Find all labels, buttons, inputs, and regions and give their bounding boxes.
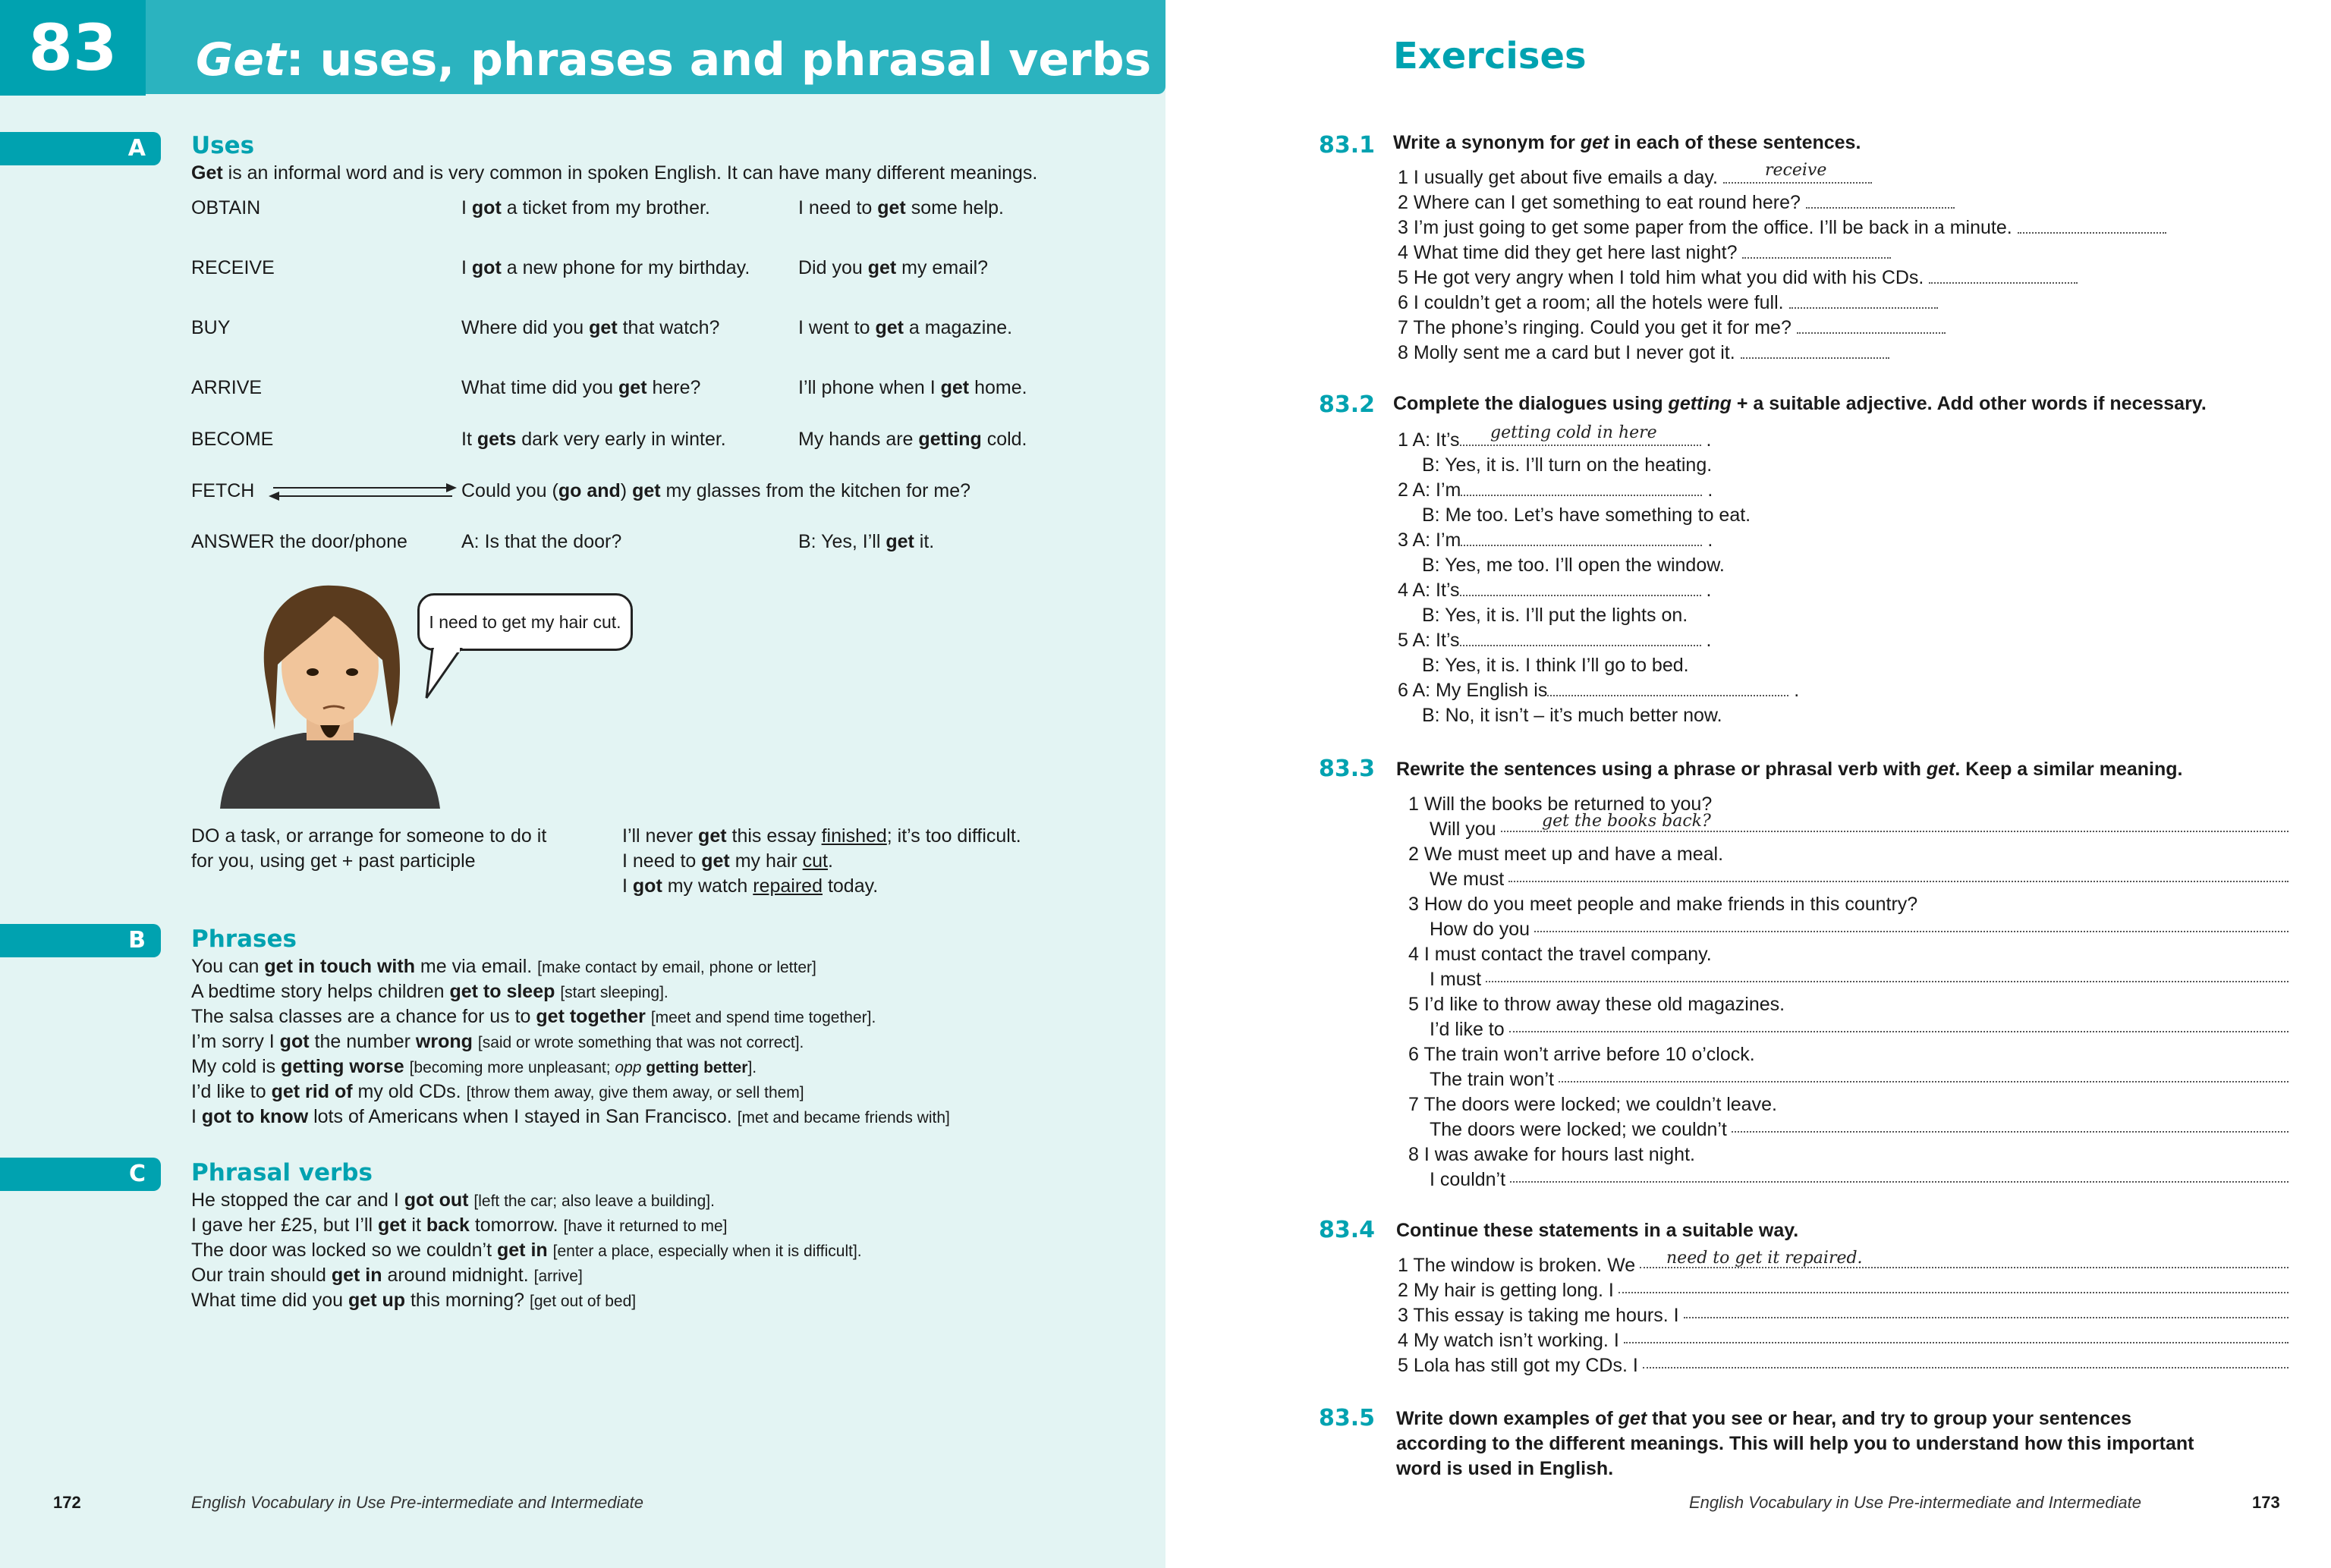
exercise-item: 6 I couldn’t get a room; all the hotels were full. [1398, 291, 1938, 316]
rewrite-question: 5 I’d like to throw away these old magazines. [1408, 994, 1785, 1015]
dialogue-a: 6 A: My English is . [1398, 680, 1800, 701]
exercise-item: 7 The phone’s ringing. Could you get it for me? [1398, 316, 1946, 341]
handwritten-answer: receive [1765, 161, 1827, 180]
phrasal-line: Our train should get in around midnight. [arrive] [191, 1265, 583, 1286]
man-illustration-icon [212, 581, 448, 809]
statement-line: 2 My hair is getting long. I [1398, 1278, 2289, 1303]
rewrite-answer-line: I must [1430, 967, 2289, 992]
uses-example: Where did you get that watch? [461, 317, 720, 338]
statement-line: 3 This essay is taking me hours. I [1398, 1303, 2289, 1328]
page-number-right: 173 [2252, 1493, 2280, 1512]
handwritten-answer: get the books back? [1542, 812, 1711, 831]
meaning-label: BECOME [191, 429, 274, 450]
uses-example: I need to get some help. [798, 197, 1004, 218]
exercise-item: 5 He got very angry when I told him what you did with his CDs. [1398, 266, 2078, 291]
phrase-line: I’d like to get rid of my old CDs. [throw them away, give them away, or sell them] [191, 1081, 804, 1102]
rewrite-answer-line: The doors were locked; we couldn’t [1430, 1117, 2289, 1142]
section-b-heading: Phrases [191, 925, 297, 953]
section-c-heading: Phrasal verbs [191, 1159, 373, 1186]
do-task-example: I got my watch repaired today. [622, 875, 879, 897]
exercise-item: 4 What time did they get here last night? [1398, 240, 1891, 266]
dialogue-b: B: No, it isn’t – it’s much better now. [1422, 705, 1722, 726]
exercise-instruction-line3: word is used in English. [1396, 1458, 1614, 1479]
exercise-instruction: Complete the dialogues using getting + a suitable adjective. Add other words if necessary. [1393, 393, 2207, 414]
rewrite-question: 4 I must contact the travel company. [1408, 944, 1712, 965]
meaning-label: OBTAIN [191, 197, 261, 218]
phrase-line: You can get in touch with me via email. [make contact by email, phone or letter] [191, 956, 816, 977]
book-title-left: English Vocabulary in Use Pre-intermediate and Intermediate [191, 1493, 643, 1512]
unit-number: 83 [0, 0, 146, 96]
fetch-arrow-icon [267, 482, 458, 501]
meaning-label: RECEIVE [191, 257, 275, 278]
rewrite-answer-line: I couldn’t [1430, 1167, 2289, 1192]
section-b-tab: B [0, 924, 161, 957]
meaning-label: ARRIVE [191, 377, 263, 398]
uses-intro: Get is an informal word and is very common in spoken English. It can have many different meanings. [191, 162, 1038, 184]
uses-example: What time did you get here? [461, 377, 701, 398]
phrasal-line: What time did you get up this morning? [get out of bed] [191, 1290, 637, 1311]
exercise-item: 2 Where can I get something to eat round here? [1398, 190, 1955, 215]
exercise-instruction: Write a synonym for get in each of these sentences. [1393, 132, 1861, 153]
statement-line: 5 Lola has still got my CDs. I [1398, 1353, 2289, 1378]
dialogue-a: 2 A: I’m . [1398, 479, 1713, 501]
handwritten-answer: getting cold in here [1490, 423, 1657, 442]
dialogue-a: 4 A: It’s . [1398, 580, 1712, 601]
dialogue-b: B: Yes, me too. I’ll open the window. [1422, 555, 1725, 576]
rewrite-question: 8 I was awake for hours last night. [1408, 1144, 1695, 1165]
exercise-instruction-line2: according to the different meanings. This will help you to understand how this important [1396, 1433, 2194, 1454]
rewrite-question: 3 How do you meet people and make friends in this country? [1408, 894, 1918, 915]
dialogue-a: 1 A: It’s . [1398, 429, 1712, 451]
phrase-line: I got to know lots of Americans when I stayed in San Francisco. [met and became friends with] [191, 1106, 950, 1127]
exercise-instruction: Rewrite the sentences using a phrase or phrasal verb with get. Keep a similar meaning. [1396, 759, 2183, 780]
uses-example: My hands are getting cold. [798, 429, 1027, 450]
book-title-right: English Vocabulary in Use Pre-intermediate and Intermediate [1689, 1493, 2141, 1512]
dialogue-a: 5 A: It’s . [1398, 630, 1712, 651]
fetch-example: Could you (go and) get my glasses from the kitchen for me? [461, 480, 971, 501]
uses-example: I went to get a magazine. [798, 317, 1013, 338]
uses-example: I got a ticket from my brother. [461, 197, 710, 218]
rewrite-answer-line: Will you [1430, 817, 2289, 842]
rewrite-answer-line: How do you [1430, 917, 2289, 942]
phrasal-line: I gave her £25, but I’ll get it back tomorrow. [have it returned to me] [191, 1214, 728, 1236]
phrase-line: A bedtime story helps children get to sleep [start sleeping]. [191, 981, 668, 1002]
speech-bubble-tail [422, 648, 467, 701]
dialogue-a: 3 A: I’m . [1398, 529, 1713, 551]
exercise-number: 83.4 [1319, 1217, 1376, 1243]
section-c-tab: C [0, 1158, 161, 1191]
do-task-line1: DO a task, or arrange for someone to do it [191, 825, 547, 847]
page-number-left: 172 [53, 1493, 81, 1512]
answer-example-a: A: Is that the door? [461, 531, 622, 552]
exercise-number: 83.5 [1319, 1405, 1376, 1431]
rewrite-question: 6 The train won’t arrive before 10 o’clock. [1408, 1044, 1755, 1065]
meaning-label: ANSWER the door/phone [191, 531, 407, 552]
exercise-number: 83.3 [1319, 756, 1376, 782]
uses-example: I got a new phone for my birthday. [461, 257, 750, 278]
rewrite-question: 7 The doors were locked; we couldn’t leave. [1408, 1094, 1777, 1115]
section-a-tab: A [0, 132, 161, 165]
uses-example: I’ll phone when I get home. [798, 377, 1027, 398]
exercise-instruction: Write down examples of get that you see or hear, and try to group your sentences [1396, 1408, 2132, 1429]
exercise-number: 83.1 [1319, 132, 1376, 159]
meaning-label: BUY [191, 317, 231, 338]
dialogue-b: B: Me too. Let’s have something to eat. [1422, 504, 1751, 526]
rewrite-answer-line: We must [1430, 867, 2289, 892]
exercise-number: 83.2 [1319, 391, 1376, 418]
meaning-label: FETCH [191, 480, 255, 501]
dialogue-b: B: Yes, it is. I think I’ll go to bed. [1422, 655, 1689, 676]
speech-bubble: I need to get my hair cut. [417, 593, 633, 651]
phrasal-line: The door was locked so we couldn’t get in [enter a place, especially when it is difficult]. [191, 1240, 862, 1261]
section-a-heading: Uses [191, 132, 255, 159]
exercise-instruction: Continue these statements in a suitable way. [1396, 1220, 1799, 1241]
exercise-item: 8 Molly sent me a card but I never got it. [1398, 341, 1889, 366]
dialogue-b: B: Yes, it is. I’ll put the lights on. [1422, 605, 1688, 626]
exercises-title: Exercises [1393, 35, 1587, 77]
phrase-line: I’m sorry I got the number wrong [said or wrote something that was not correct]. [191, 1031, 804, 1052]
rewrite-answer-line: I’d like to [1430, 1017, 2289, 1042]
exercise-item: 3 I’m just going to get some paper from the office. I’ll be back in a minute. [1398, 215, 2166, 240]
phrase-line: My cold is getting worse [becoming more unpleasant; opp getting better]. [191, 1056, 757, 1077]
statement-line: 1 The window is broken. We [1398, 1253, 2289, 1278]
rewrite-answer-line: The train won’t [1430, 1067, 2289, 1092]
rewrite-question: 1 Will the books be returned to you? [1408, 793, 1713, 815]
do-task-example: I need to get my hair cut. [622, 850, 833, 872]
phrasal-line: He stopped the car and I got out [left the car; also leave a building]. [191, 1189, 715, 1211]
page-title: Get: uses, phrases and phrasal verbs [196, 33, 1152, 86]
answer-example-b: B: Yes, I’ll get it. [798, 531, 935, 552]
dialogue-b: B: Yes, it is. I’ll turn on the heating. [1422, 454, 1713, 476]
statement-line: 4 My watch isn’t working. I [1398, 1328, 2289, 1353]
exercise-item: 1 I usually get about five emails a day. [1398, 165, 1872, 190]
rewrite-question: 2 We must meet up and have a meal. [1408, 844, 1724, 865]
uses-example: Did you get my email? [798, 257, 989, 278]
handwritten-answer: need to get it repaired. [1666, 1249, 1863, 1268]
uses-example: It gets dark very early in winter. [461, 429, 726, 450]
phrase-line: The salsa classes are a chance for us to get together [meet and spend time together]. [191, 1006, 876, 1027]
do-task-example: I’ll never get this essay finished; it’s too difficult. [622, 825, 1021, 847]
do-task-line2: for you, using get + past participle [191, 850, 476, 872]
